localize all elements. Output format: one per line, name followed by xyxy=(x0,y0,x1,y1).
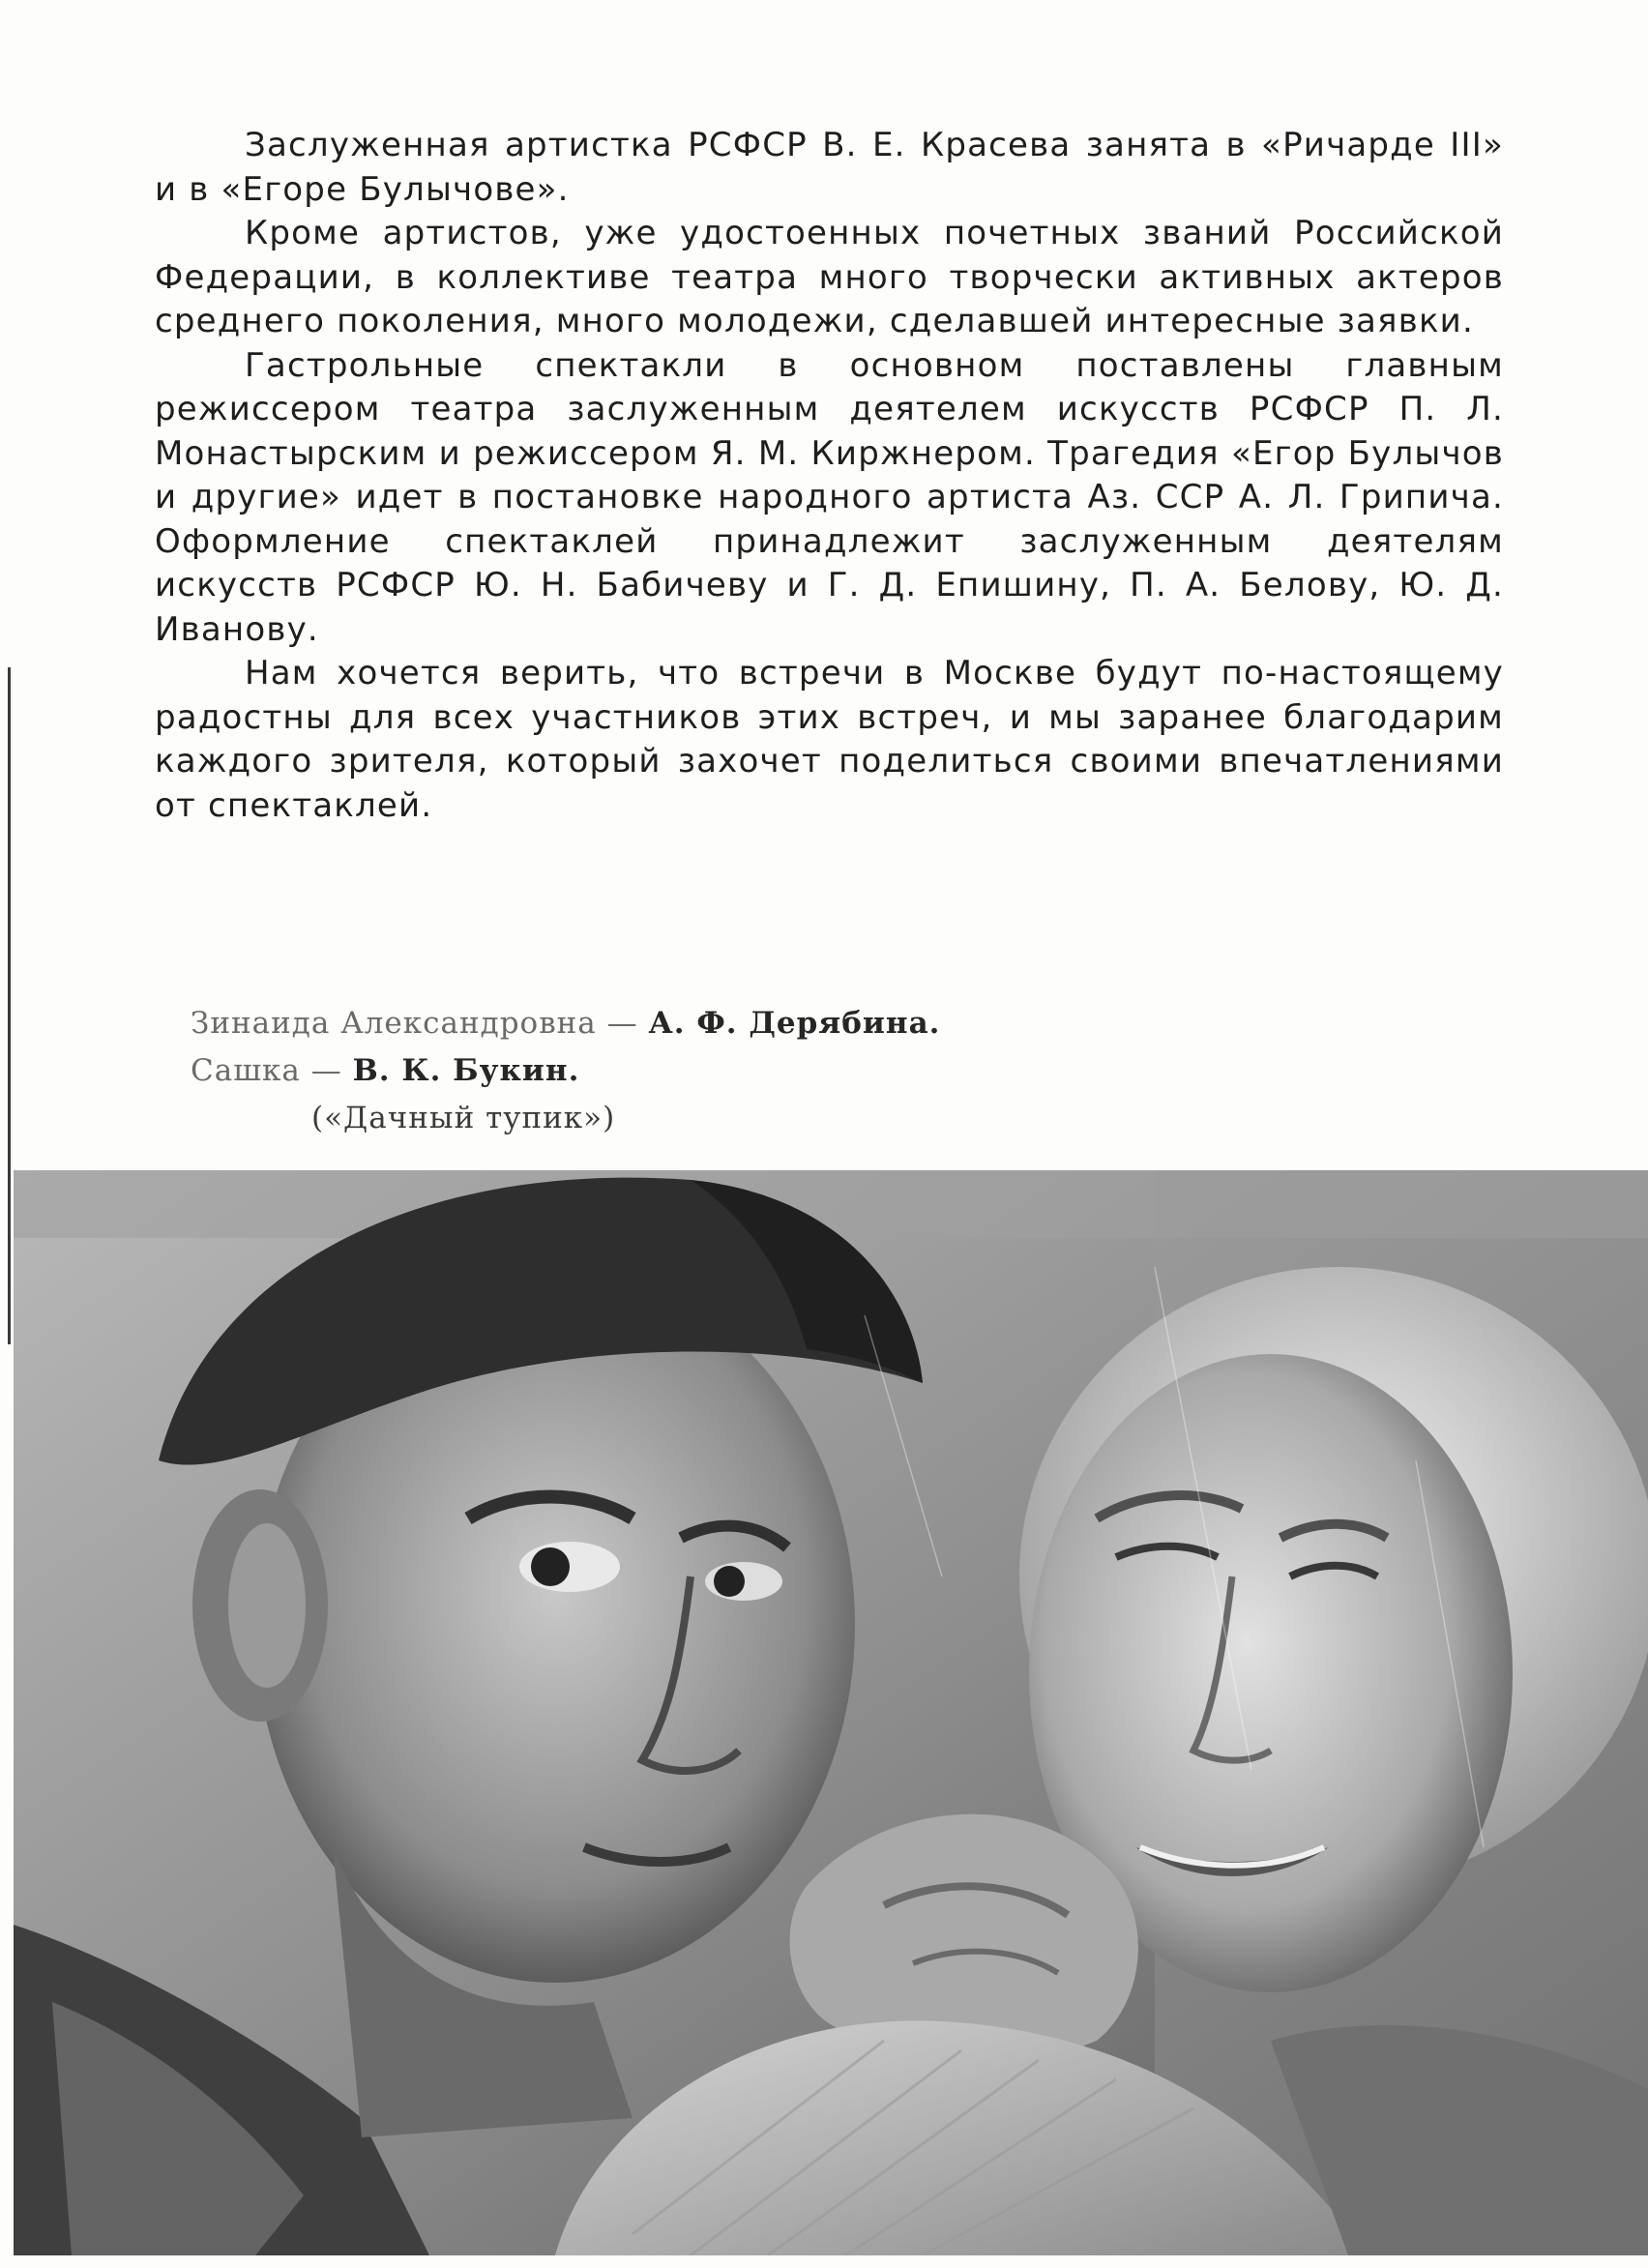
paragraph: Гастрольные спектакли в основном поставлены главным режиссером театра заслуженным деятелем искусств РСФСР П. Л. Монастырским и режиссером Я. М. Киржнером. Трагедия «Егор Булычов и другие» идет в постановке народного артиста Аз. ССР А. Л. Грипича. Оформление спектаклей принадлежит заслуженным деятелям искусств РСФСР Ю. Н. Бабичеву и Г. Д. Епишину, П. А. Белову, Ю. Д. Иванову. xyxy=(155,345,1504,649)
caption-line-2 xyxy=(191,1047,940,1095)
paragraph: Кроме артистов, уже удостоенных почетных званий Российской Федерации, в коллективе театра много творчески активных актеров среднего поколения, много молодежи, сделавшей интересные заявки. xyxy=(155,214,1504,340)
paragraph: Заслуженная артистка РСФСР В. Е. Красева занята в «Ричарде III» и в «Егоре Булычове». xyxy=(155,126,1504,209)
caption-actor: В. К. Букин. xyxy=(352,1053,580,1088)
production-photo xyxy=(14,1170,1648,2255)
caption-role: Зинаида Александровна — xyxy=(191,1006,638,1041)
article-text xyxy=(155,124,1504,828)
caption-role: Сашка — xyxy=(191,1053,342,1088)
paragraph: Нам хочется верить, что встречи в Москве будут по-настоящему радостны для всех участников этих встреч, и мы заранее благодарим каждого зрителя, который захочет поделиться своими впечатлениями от спектаклей. xyxy=(155,654,1504,825)
caption-actor: А. Ф. Дерябина. xyxy=(648,1006,941,1041)
photo-caption xyxy=(191,1000,940,1142)
margin-rule xyxy=(8,667,11,1344)
caption-line-1 xyxy=(191,1000,940,1047)
caption-play-title: («Дачный тупик») xyxy=(311,1101,616,1135)
photo-illustration xyxy=(14,1170,1648,2255)
